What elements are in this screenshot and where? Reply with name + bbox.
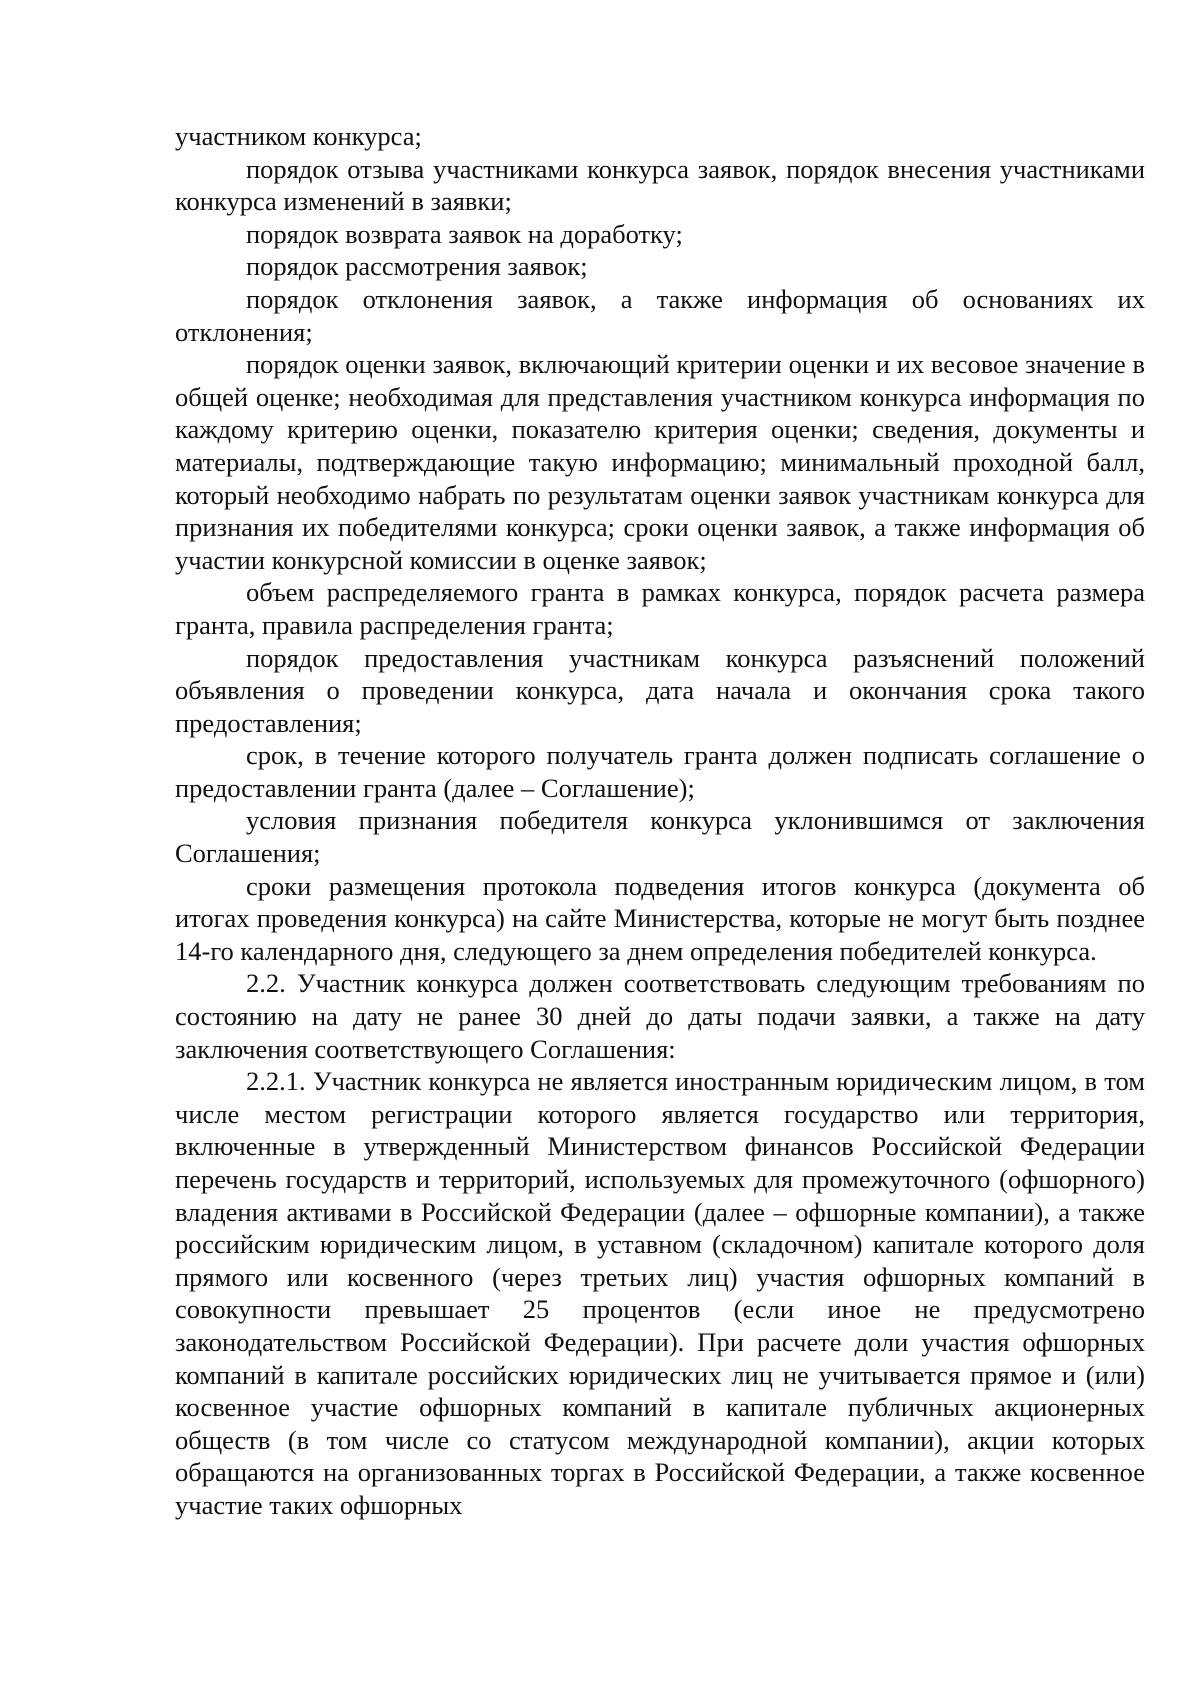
paragraph-return-order: порядок возврата заявок на доработку; (246, 218, 683, 249)
paragraph-evasion-conditions: условия признания победителя конкурса уклонившимся от заключения Соглашения; (175, 805, 1145, 869)
paragraph-withdrawal-order: порядок отзыва участниками конкурса заявок, порядок внесения участниками конкурса изменений в заявки; (175, 153, 1145, 217)
paragraph-protocol-terms: сроки размещения протокола подведения итогов конкурса (документа об итогах проведения конкурса) на сайте Министерства, которые не могут быть позднее 14-го календарного дня, следующего за днем определения победителей конкурса. (175, 870, 1145, 966)
paragraph-signing-term: срок, в течение которого получатель гранта должен подписать соглашение о предоставлении гранта (далее – Соглашение); (175, 740, 1145, 803)
paragraph-grant-volume: объем распределяемого гранта в рамках конкурса, порядок расчета размера гранта, правила распределения гранта; (175, 577, 1145, 640)
paragraph-rejection-order: порядок отклонения заявок, а также информация об основаниях их отклонения; (175, 283, 1145, 347)
paragraph-continuation: участником конкурса; (175, 121, 422, 151)
paragraph-section-2-2-1: 2.2.1. Участник конкурса не является иностранным юридическим лицом, в том числе местом регистрации которого является государство или территория, включенные в утвержденный Министерством финансов Российской Федерации перечень государств и территорий, используемых для промежуточного (офшорного) владения активами в Российской Федерации (далее – офшорные компании), а также российским юридическим лицом, в уставном (складочном) капитале которого доля прямого или косвенного (через третьих лиц) участия офшорных компаний в совокупности превышает 25 процентов (если иное не предусмотрено законодательством Российской Федерации). При расчете доли участия офшорных компаний в капитале российских юридических лиц не учитывается прямое и (или) косвенное участие офшорных компаний в капитале публичных акционерных обществ (в том числе со статусом международной компании), акции которых обращаются на организованных торгах в Российской Федерации, а также косвенное участие таких офшорных (175, 1066, 1145, 1520)
paragraph-section-2-2: 2.2. Участник конкурса должен соответствовать следующим требованиям по состоянию на дату не ранее 30 дней до даты подачи заявки, а также на дату заключения соответствующего Соглашения: (175, 968, 1145, 1064)
paragraph-evaluation-order: порядок оценки заявок, включающий критерии оценки и их весовое значение в общей оценке; необходимая для представления участником конкурса информация по каждому критерию оценки, показателю критерия оценки; сведения, документы и материалы, подтверждающие такую информацию; минимальный проходной балл, который необходимо набрать по результатам оценки заявок участникам конкурса для признания их победителями конкурса; сроки оценки заявок, а также информация об участии конкурсной комиссии в оценке заявок; (175, 349, 1145, 575)
paragraph-review-order: порядок рассмотрения заявок; (246, 251, 588, 282)
paragraph-clarifications: порядок предоставления участникам конкурса разъяснений положений объявления о проведении конкурса, дата начала и окончания срока такого предоставления; (175, 642, 1145, 738)
document-body (175, 120, 1145, 1522)
